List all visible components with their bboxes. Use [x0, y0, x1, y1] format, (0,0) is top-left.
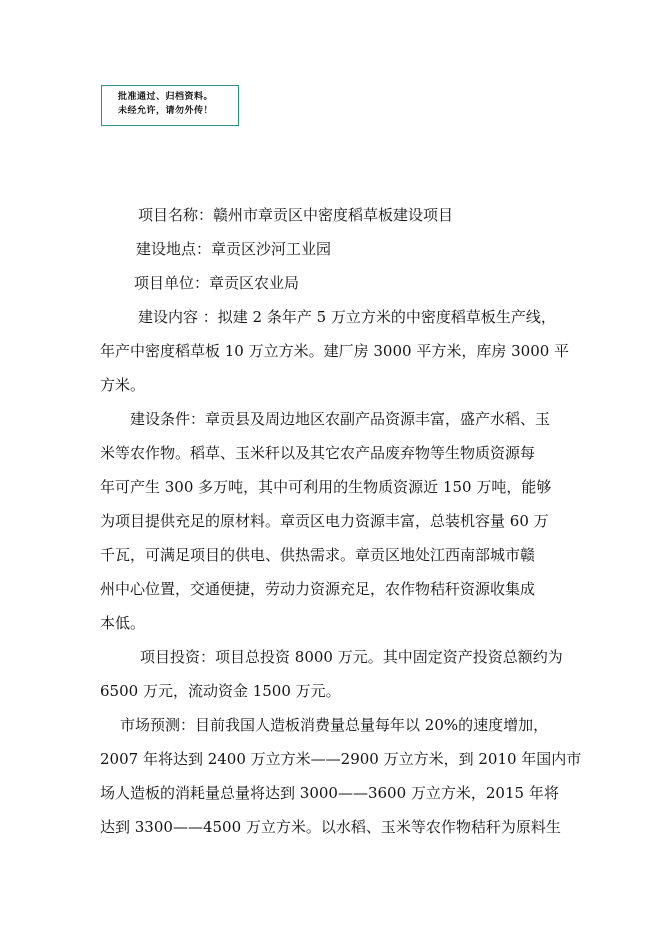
document-body — [100, 198, 582, 844]
project-location-field — [100, 232, 562, 266]
investment-paragraph — [100, 640, 562, 708]
construction-content-paragraph — [100, 300, 570, 402]
paragraph-line: 项目投资：项目总投资 8000 万元。其中固定资产投资总额约为 — [140, 648, 563, 666]
project-name-value: 赣州市章贡区中密度稻草板建设项目 — [213, 206, 454, 224]
project-name-label: 项目名称： — [138, 206, 214, 224]
project-name-field — [100, 198, 562, 232]
construction-conditions-paragraph — [100, 402, 562, 640]
project-unit-field — [100, 266, 562, 300]
paragraph-line: 千瓦，可满足项目的供电、供热需求。章贡区地处江西南部城市赣 — [100, 546, 536, 564]
project-unit-value: 章贡区农业局 — [209, 274, 300, 292]
paragraph-line: 为项目提供充足的原材料。章贡区电力资源丰富，总装机容量 60 万 — [100, 512, 549, 530]
paragraph-line: 2007 年将达到 2400 万立方米——2900 万立方米，到 2010 年国内市 — [100, 750, 582, 768]
paragraph-line: 市场预测：目前我国人造板消费量总量每年以 20%的速度增加， — [120, 716, 549, 734]
paragraph-line: 6500 万元，流动资金 1500 万元。 — [100, 682, 341, 700]
paragraph-line: 建设内容 ：拟建 2 条年产 5 万立方米的中密度稻草板生产线， — [138, 308, 556, 326]
paragraph-line: 本低。 — [100, 614, 146, 632]
paragraph-line: 年可产生 300 多万吨，其中可利用的生物质资源近 150 万吨，能够 — [100, 478, 552, 496]
paragraph-line: 建设条件：章贡县及周边地区农副产品资源丰富，盛产水稻、玉 — [130, 410, 551, 428]
project-location-label: 建设地点： — [136, 240, 212, 258]
project-location-value: 章贡区沙河工业园 — [211, 240, 332, 258]
paragraph-line: 州中心位置，交通便捷，劳动力资源充足，农作物秸秆资源收集成 — [100, 580, 536, 598]
paragraph-line: 方米。 — [100, 376, 146, 394]
paragraph-line: 达到 3300——4500 万立方米。以水稻、玉米等农作物秸秆为原料生 — [100, 818, 561, 836]
project-unit-label: 项目单位： — [134, 274, 210, 292]
paragraph-line: 年产中密度稻草板 10 万立方米。建厂房 3000 平方米，库房 3000 平 — [100, 342, 570, 360]
paragraph-line: 场人造板的消耗量总量将达到 3000——3600 万立方米，2015 年将 — [100, 784, 559, 802]
stamp-line-1: 批准通过、归档资料。 — [118, 92, 214, 102]
stamp-line-2: 未经允许，请勿外传！ — [118, 106, 214, 116]
market-forecast-paragraph — [100, 708, 582, 844]
approval-stamp — [101, 85, 239, 126]
paragraph-line: 米等农作物。稻草、玉米秆以及其它农产品废弃物等生物质资源每 — [100, 444, 536, 462]
